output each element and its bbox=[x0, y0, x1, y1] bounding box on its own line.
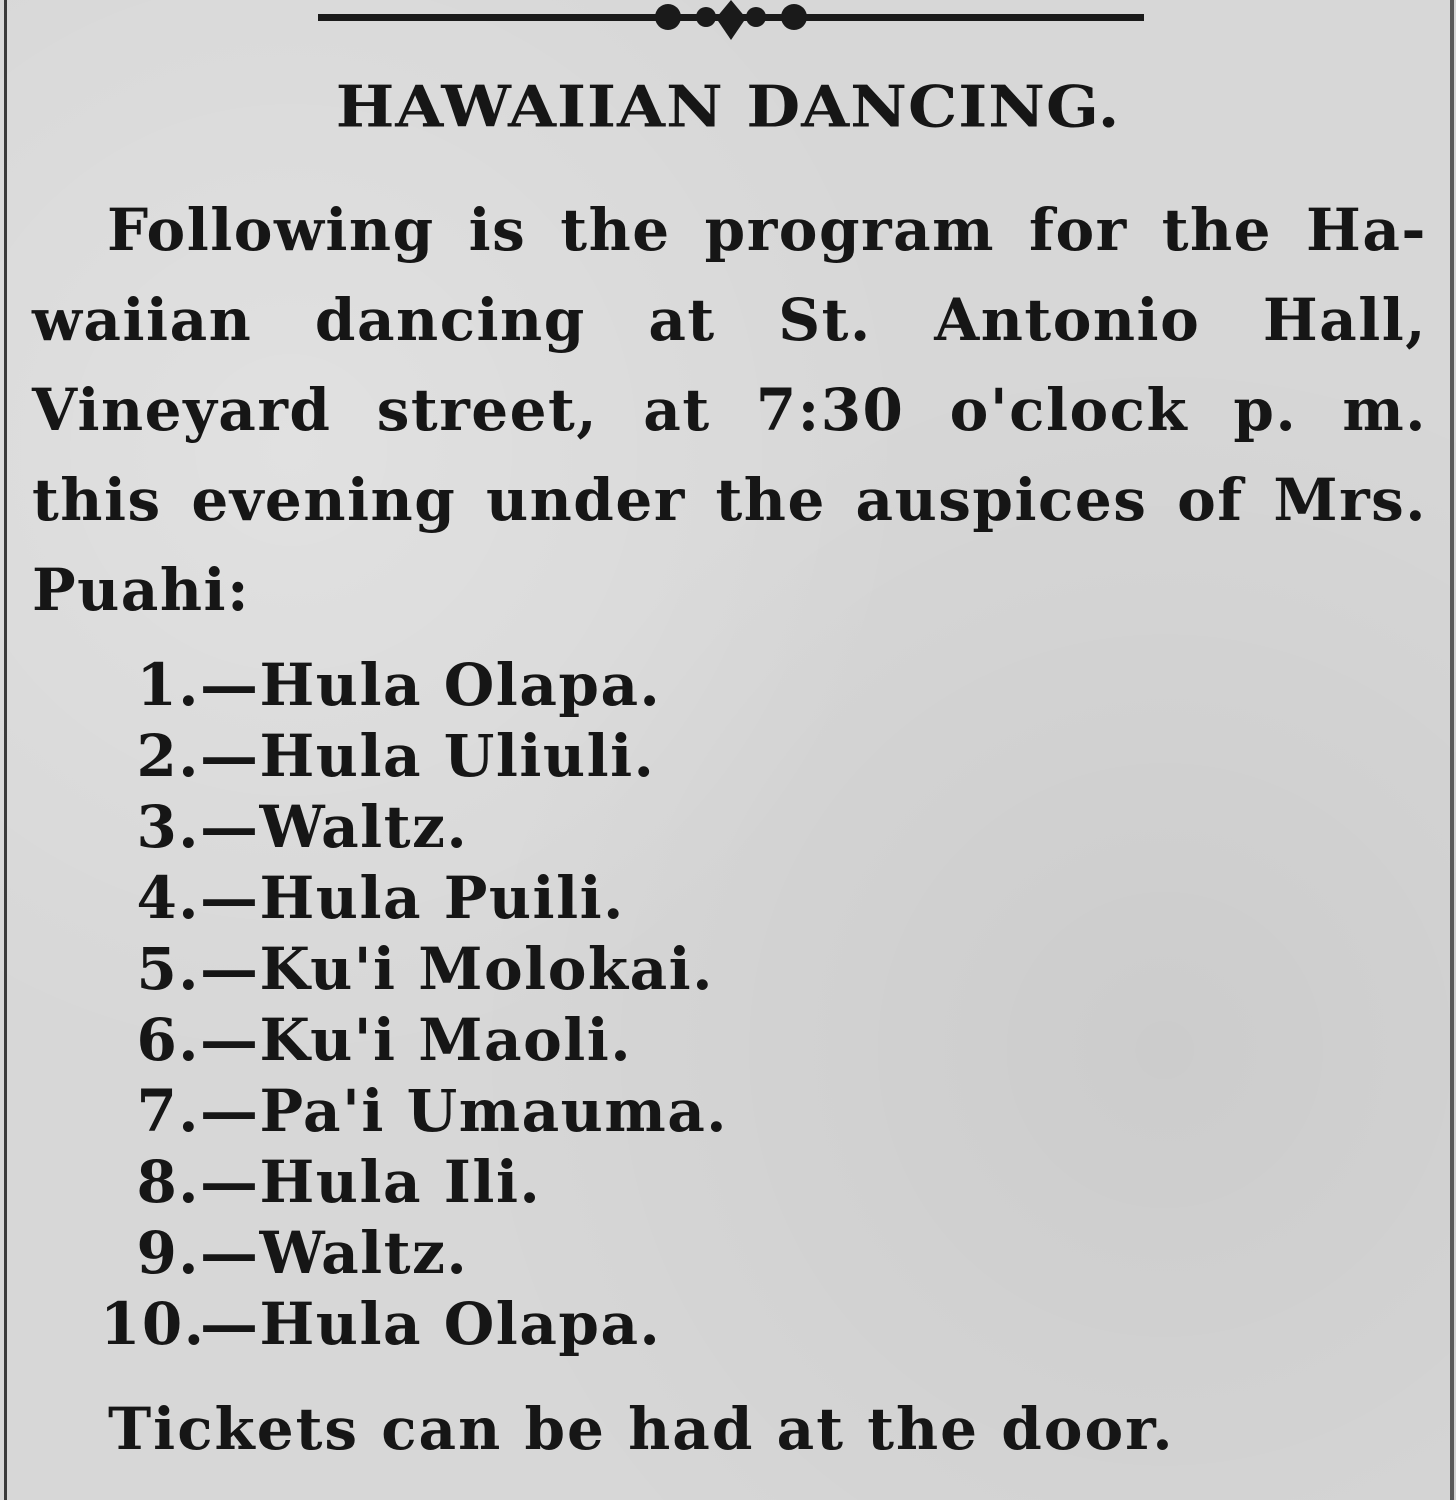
program-title: —Ku'i Maoli. bbox=[200, 1006, 633, 1074]
intro-line: waiian dancing at St. Antonio Hall, bbox=[32, 286, 1427, 354]
program-number: 10. bbox=[100, 1290, 206, 1358]
program-title: —Pa'i Umauma. bbox=[200, 1077, 728, 1145]
program-title: —Waltz. bbox=[200, 793, 469, 861]
program-title: —Hula Ili. bbox=[200, 1148, 542, 1216]
program-item bbox=[100, 721, 728, 792]
program-title: —Hula Puili. bbox=[200, 864, 625, 932]
column-rule-left bbox=[4, 0, 7, 1500]
program-number: 2. bbox=[136, 722, 200, 790]
program-title: —Hula Olapa. bbox=[200, 651, 662, 719]
program-item bbox=[100, 1218, 728, 1289]
program-item bbox=[100, 1147, 728, 1218]
program-title: —Ku'i Molokai. bbox=[200, 935, 714, 1003]
program-number: 9. bbox=[136, 1219, 200, 1287]
article-title: HAWAIIAN DANCING. bbox=[335, 72, 1121, 141]
intro-line: Following is the program for the Ha- bbox=[107, 196, 1427, 264]
intro-line: this evening under the auspices of Mrs. bbox=[32, 466, 1427, 534]
program-number: 7. bbox=[136, 1077, 200, 1145]
program-number: 3. bbox=[136, 793, 200, 861]
program-number: 6. bbox=[136, 1006, 200, 1074]
program-title: —Waltz. bbox=[200, 1219, 469, 1287]
intro-line: Vineyard street, at 7:30 o'clock p. m. bbox=[32, 376, 1427, 444]
program-number: 4. bbox=[136, 864, 200, 932]
program-item bbox=[100, 934, 728, 1005]
program-title: —Hula Uliuli. bbox=[200, 722, 656, 790]
program-list bbox=[100, 650, 728, 1360]
program-item bbox=[100, 1076, 728, 1147]
intro-line: Puahi: bbox=[32, 556, 250, 624]
program-title: —Hula Olapa. bbox=[200, 1290, 662, 1358]
closing-note: Tickets can be had at the door. bbox=[108, 1395, 1175, 1463]
program-item bbox=[100, 792, 728, 863]
program-item bbox=[100, 863, 728, 934]
program-item bbox=[100, 1005, 728, 1076]
program-number: 1. bbox=[136, 651, 200, 719]
decorative-rule-ornament bbox=[318, 0, 1144, 42]
program-number: 8. bbox=[136, 1148, 200, 1216]
program-number: 5. bbox=[136, 935, 200, 1003]
article-intro bbox=[32, 185, 1427, 635]
program-item bbox=[100, 650, 728, 721]
column-rule-right bbox=[1450, 0, 1454, 1500]
program-item bbox=[100, 1289, 728, 1360]
